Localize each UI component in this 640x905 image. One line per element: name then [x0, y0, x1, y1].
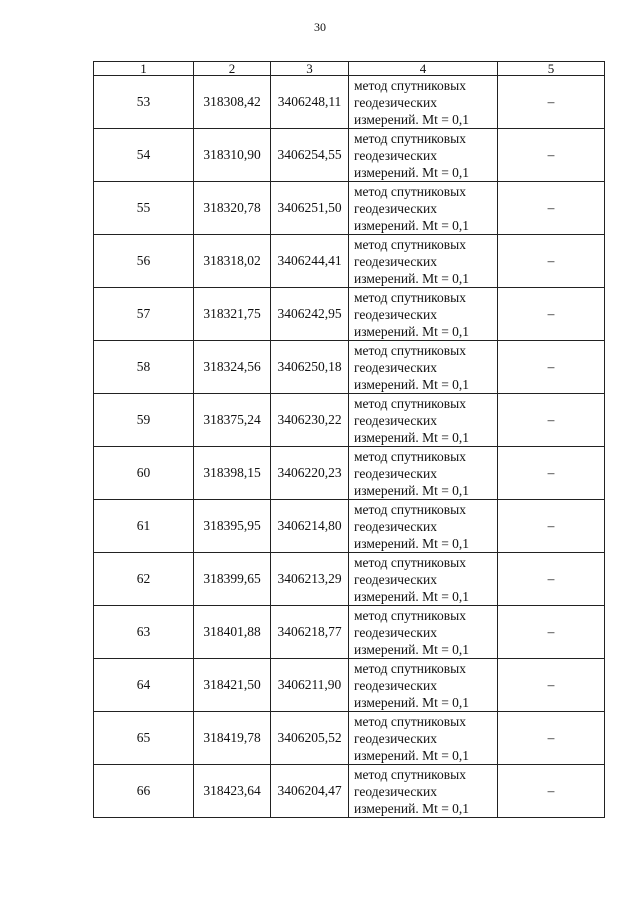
description-cell: –: [498, 129, 605, 182]
x-coordinate-cell: 318320,78: [194, 182, 271, 235]
y-coordinate-cell: 3406230,22: [271, 394, 349, 447]
table-row: [94, 500, 605, 553]
method-line: метод спутниковых: [354, 289, 466, 305]
method-line: метод спутниковых: [354, 77, 466, 93]
y-coordinate-cell: 3406250,18: [271, 341, 349, 394]
coordinates-table: [93, 61, 605, 818]
description-cell: –: [498, 765, 605, 818]
point-number-cell: 58: [94, 341, 194, 394]
method-cell: [349, 659, 498, 712]
method-line: геодезических: [354, 783, 437, 799]
method-line: метод спутниковых: [354, 554, 466, 570]
method-line: измерений. Mt = 0,1: [354, 376, 470, 392]
x-coordinate-cell: 318318,02: [194, 235, 271, 288]
point-number-cell: 63: [94, 606, 194, 659]
point-number-cell: 64: [94, 659, 194, 712]
description-cell: –: [498, 712, 605, 765]
header-cell-col3: 3: [271, 62, 349, 76]
method-line: измерений. Mt = 0,1: [354, 800, 470, 816]
description-cell: –: [498, 341, 605, 394]
method-cell: [349, 76, 498, 129]
method-line: метод спутниковых: [354, 448, 466, 464]
method-line: геодезических: [354, 518, 437, 534]
method-line: измерений. Mt = 0,1: [354, 641, 470, 657]
table-row: [94, 235, 605, 288]
table-row: [94, 447, 605, 500]
y-coordinate-cell: 3406254,55: [271, 129, 349, 182]
y-coordinate-cell: 3406213,29: [271, 553, 349, 606]
method-line: метод спутниковых: [354, 183, 466, 199]
x-coordinate-cell: 318399,65: [194, 553, 271, 606]
y-coordinate-cell: 3406205,52: [271, 712, 349, 765]
description-cell: –: [498, 606, 605, 659]
point-number-cell: 60: [94, 447, 194, 500]
point-number-cell: 57: [94, 288, 194, 341]
x-coordinate-cell: 318308,42: [194, 76, 271, 129]
method-line: метод спутниковых: [354, 501, 466, 517]
header-cell-col5: 5: [498, 62, 605, 76]
method-line: метод спутниковых: [354, 236, 466, 252]
description-cell: –: [498, 288, 605, 341]
description-cell: –: [498, 553, 605, 606]
header-cell-col2: 2: [194, 62, 271, 76]
description-cell: –: [498, 394, 605, 447]
table-row: [94, 659, 605, 712]
method-line: геодезических: [354, 571, 437, 587]
method-cell: [349, 500, 498, 553]
table-row: [94, 129, 605, 182]
point-number-cell: 62: [94, 553, 194, 606]
x-coordinate-cell: 318310,90: [194, 129, 271, 182]
x-coordinate-cell: 318423,64: [194, 765, 271, 818]
y-coordinate-cell: 3406214,80: [271, 500, 349, 553]
method-cell: [349, 341, 498, 394]
table-header-row: [94, 62, 605, 76]
method-line: метод спутниковых: [354, 130, 466, 146]
method-line: измерений. Mt = 0,1: [354, 694, 470, 710]
method-line: геодезических: [354, 412, 437, 428]
method-line: геодезических: [354, 147, 437, 163]
method-line: измерений. Mt = 0,1: [354, 323, 470, 339]
header-cell-col1: 1: [94, 62, 194, 76]
method-cell: [349, 606, 498, 659]
method-line: метод спутниковых: [354, 395, 466, 411]
x-coordinate-cell: 318421,50: [194, 659, 271, 712]
y-coordinate-cell: 3406204,47: [271, 765, 349, 818]
point-number-cell: 59: [94, 394, 194, 447]
x-coordinate-cell: 318375,24: [194, 394, 271, 447]
method-cell: [349, 129, 498, 182]
description-cell: –: [498, 447, 605, 500]
method-line: измерений. Mt = 0,1: [354, 588, 470, 604]
method-line: геодезических: [354, 200, 437, 216]
method-line: измерений. Mt = 0,1: [354, 747, 470, 763]
point-number-cell: 54: [94, 129, 194, 182]
y-coordinate-cell: 3406244,41: [271, 235, 349, 288]
method-line: измерений. Mt = 0,1: [354, 270, 470, 286]
header-cell-col4: 4: [349, 62, 498, 76]
x-coordinate-cell: 318401,88: [194, 606, 271, 659]
method-line: геодезических: [354, 677, 437, 693]
y-coordinate-cell: 3406211,90: [271, 659, 349, 712]
description-cell: –: [498, 500, 605, 553]
table-row: [94, 341, 605, 394]
point-number-cell: 65: [94, 712, 194, 765]
method-line: геодезических: [354, 94, 437, 110]
method-line: измерений. Mt = 0,1: [354, 482, 470, 498]
method-line: геодезических: [354, 306, 437, 322]
table-row: [94, 76, 605, 129]
x-coordinate-cell: 318398,15: [194, 447, 271, 500]
method-line: геодезических: [354, 624, 437, 640]
method-line: измерений. Mt = 0,1: [354, 429, 470, 445]
method-line: измерений. Mt = 0,1: [354, 164, 470, 180]
y-coordinate-cell: 3406218,77: [271, 606, 349, 659]
method-cell: [349, 394, 498, 447]
method-line: геодезических: [354, 359, 437, 375]
method-line: метод спутниковых: [354, 342, 466, 358]
description-cell: –: [498, 235, 605, 288]
description-cell: –: [498, 659, 605, 712]
page-number: 30: [314, 20, 326, 34]
x-coordinate-cell: 318324,56: [194, 341, 271, 394]
y-coordinate-cell: 3406251,50: [271, 182, 349, 235]
y-coordinate-cell: 3406242,95: [271, 288, 349, 341]
table-row: [94, 553, 605, 606]
method-line: геодезических: [354, 253, 437, 269]
x-coordinate-cell: 318395,95: [194, 500, 271, 553]
x-coordinate-cell: 318321,75: [194, 288, 271, 341]
point-number-cell: 53: [94, 76, 194, 129]
method-cell: [349, 765, 498, 818]
method-cell: [349, 288, 498, 341]
method-line: метод спутниковых: [354, 713, 466, 729]
point-number-cell: 61: [94, 500, 194, 553]
method-line: геодезических: [354, 730, 437, 746]
y-coordinate-cell: 3406248,11: [271, 76, 349, 129]
description-cell: –: [498, 182, 605, 235]
method-cell: [349, 447, 498, 500]
method-line: измерений. Mt = 0,1: [354, 217, 470, 233]
method-line: геодезических: [354, 465, 437, 481]
method-cell: [349, 553, 498, 606]
table-row: [94, 288, 605, 341]
table-row: [94, 394, 605, 447]
method-cell: [349, 712, 498, 765]
table-row: [94, 606, 605, 659]
table-body: [94, 62, 605, 818]
y-coordinate-cell: 3406220,23: [271, 447, 349, 500]
table-row: [94, 765, 605, 818]
table-row: [94, 182, 605, 235]
x-coordinate-cell: 318419,78: [194, 712, 271, 765]
point-number-cell: 66: [94, 765, 194, 818]
method-line: метод спутниковых: [354, 660, 466, 676]
method-line: измерений. Mt = 0,1: [354, 535, 470, 551]
method-cell: [349, 235, 498, 288]
point-number-cell: 55: [94, 182, 194, 235]
method-line: измерений. Mt = 0,1: [354, 111, 470, 127]
method-cell: [349, 182, 498, 235]
method-line: метод спутниковых: [354, 766, 466, 782]
point-number-cell: 56: [94, 235, 194, 288]
method-line: метод спутниковых: [354, 607, 466, 623]
table-row: [94, 712, 605, 765]
description-cell: –: [498, 76, 605, 129]
